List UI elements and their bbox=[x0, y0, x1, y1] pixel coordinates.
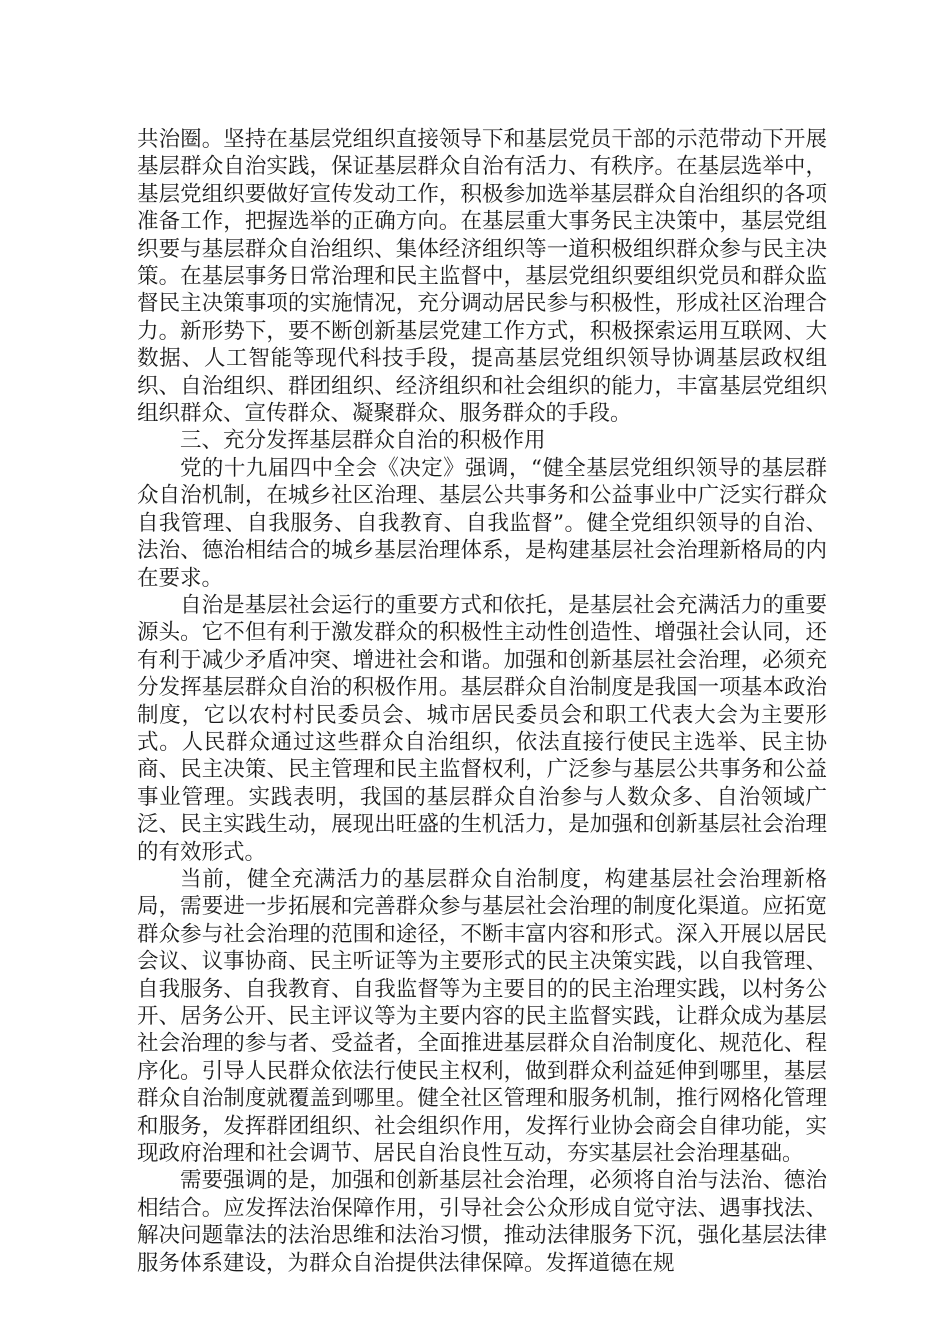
paragraph: 党的十九届四中全会《决定》强调，“健全基层党组织领导的基层群众自治机制，在城乡社区治理、基层公共事务和公益事业中广泛实行群众自我管理、自我服务、自我教育、自我监督”。健全党组织领导的自治、法治、德治相结合的城乡基层治理体系，是构建基层社会治理新格局的内在要求。 bbox=[137, 455, 827, 591]
paragraph: 自治是基层社会运行的重要方式和依托，是基层社会充满活力的重要源头。它不但有利于激发群众的积极性主动性创造性、增强社会认同，还有利于减少矛盾冲突、增进社会和谐。加强和创新基层社会治理，必须充分发挥基层群众自治的积极作用。基层群众自治制度是我国一项基本政治制度，它以农村村民委员会、城市居民委员会和职工代表大会为主要形式。人民群众通过这些群众自治组织，依法直接行使民主选举、民主协商、民主决策、民主管理和民主监督权利，广泛参与基层公共事务和公益事业管理。实践表明，我国的基层群众自治参与人数众多、自治领域广泛、民主实践生动，展现出旺盛的生机活力，是加强和创新基层社会治理的有效形式。 bbox=[137, 592, 827, 865]
paragraph-continuation: 共治圈。坚持在基层党组织直接领导下和基层党员干部的示范带动下开展基层群众自治实践，保证基层群众自治有活力、有秩序。在基层选举中，基层党组织要做好宣传发动工作，积极参加选举基层群众自治组织的各项准备工作，把握选举的正确方向。在基层重大事务民主决策中，基层党组织要与基层群众自治组织、集体经济组织等一道积极组织群众参与民主决策。在基层事务日常治理和民主监督中，基层党组织要组织党员和群众监督民主决策事项的实施情况，充分调动居民参与积极性，形成社区治理合力。新形势下，要不断创新基层党建工作方式，积极探索运用互联网、大数据、人工智能等现代科技手段，提高基层党组织领导协调基层政权组织、自治组织、群团组织、经济组织和社会组织的能力，丰富基层党组织组织群众、宣传群众、凝聚群众、服务群众的手段。 bbox=[137, 127, 827, 427]
paragraph: 需要强调的是，加强和创新基层社会治理，必须将自治与法治、德治相结合。应发挥法治保障作用，引导社会公众形成自觉守法、遇事找法、解决问题靠法的法治思维和法治习惯，推动法律服务下沉，强化基层法律服务体系建设，为群众自治提供法律保障。发挥道德在规 bbox=[137, 1168, 827, 1276]
section-heading: 三、充分发挥基层群众自治的积极作用 bbox=[180, 428, 546, 454]
document-body bbox=[137, 126, 827, 1277]
paragraph: 当前，健全充满活力的基层群众自治制度，构建基层社会治理新格局，需要进一步拓展和完善群众参与基层社会治理的制度化渠道。应拓宽群众参与社会治理的范围和途径，不断丰富内容和形式。深入开展以居民会议、议事协商、民主听证等为主要形式的民主决策实践，以自我管理、自我服务、自我教育、自我监督等为主要目的的民主治理实践，以村务公开、居务公开、民主评议等为主要内容的民主监督实践，让群众成为基层社会治理的参与者、受益者，全面推进基层群众自治制度化、规范化、程序化。引导人民群众依法行使民主权利，做到群众利益延伸到哪里，基层群众自治制度就覆盖到哪里。健全社区管理和服务机制，推行网格化管理和服务，发挥群团组织、社会组织作用，发挥行业协会商会自律功能，实现政府治理和社会调节、居民自治良性互动，夯实基层社会治理基础。 bbox=[137, 866, 827, 1167]
